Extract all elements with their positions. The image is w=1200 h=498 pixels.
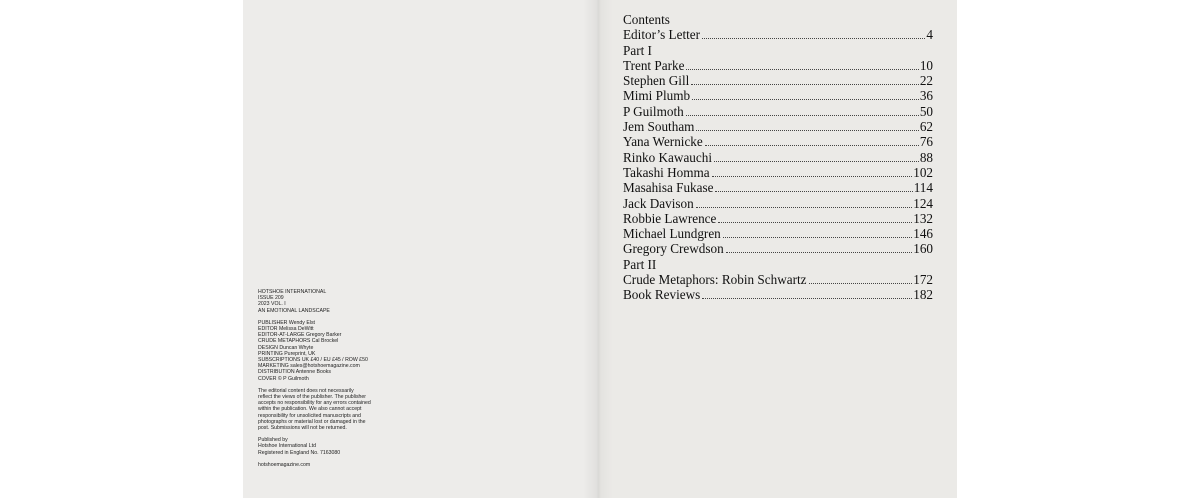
- disclaimer-line: accepts no responsibility for any errors contained: [258, 400, 371, 407]
- toc-page-number: 76: [919, 134, 933, 150]
- toc-entry: [623, 196, 933, 211]
- toc-page-number: 22: [919, 73, 933, 89]
- toc-page-number: 62: [919, 119, 933, 135]
- dot-leader: [712, 176, 913, 177]
- toc-section-heading: Part II: [623, 256, 657, 272]
- toc-entry: [623, 58, 933, 73]
- dot-leader: [809, 283, 913, 284]
- masthead-block: [258, 289, 398, 314]
- dot-leader: [718, 222, 912, 223]
- website-link: hotshoemagazine.com: [258, 461, 311, 468]
- credit-line: PRINTING Pureprint, UK: [258, 350, 316, 357]
- masthead-line: 2023 VOL. I: [258, 301, 286, 308]
- credit-line: SUBSCRIPTIONS UK £40 / EU £45 / ROW £50: [258, 357, 368, 364]
- left-page: [243, 0, 598, 498]
- toc-page-number: 132: [913, 210, 933, 226]
- dot-leader: [686, 69, 918, 70]
- disclaimer-line: photographs or material lost or damaged in the: [258, 418, 366, 425]
- credit-line: MARKETING sales@hotshoemagazine.com: [258, 363, 360, 370]
- toc-entry-title: Crude Metaphors: Robin Schwartz: [623, 272, 807, 288]
- dot-leader: [686, 115, 919, 116]
- credit-line: CRUDE METAPHORS Cal Brockel: [258, 338, 339, 345]
- credit-line: DISTRIBUTION Antenne Books: [258, 369, 331, 376]
- toc-entry: [623, 134, 933, 149]
- toc-entry-title: Book Reviews: [623, 287, 701, 303]
- masthead-line: HOTSHOE INTERNATIONAL: [258, 289, 327, 295]
- disclaimer-line: within the publication. We also cannot accept: [258, 406, 362, 413]
- toc-entry: [623, 150, 933, 165]
- toc-entry: [623, 119, 933, 134]
- credit-line: EDITOR-AT-LARGE Gregory Barker: [258, 332, 342, 339]
- toc-entry-title: Michael Lundgren: [623, 226, 721, 242]
- toc-entry-title: Trent Parke: [623, 57, 685, 73]
- toc-entry: [623, 226, 933, 241]
- toc-entry: [623, 287, 933, 302]
- dot-leader: [696, 130, 918, 131]
- disclaimer-line: The editorial content does not necessarily: [258, 387, 354, 394]
- credit-line: EDITOR Melissa DeWitt: [258, 326, 314, 333]
- table-of-contents: [623, 12, 933, 303]
- disclaimer-line: post. Submissions will not be returned.: [258, 425, 347, 432]
- credit-line: DESIGN Duncan Whyte: [258, 344, 314, 351]
- disclaimer-line: responsibility for unsolicited manuscripts and: [258, 412, 361, 419]
- toc-page-number: 102: [913, 164, 933, 180]
- dot-leader: [702, 298, 912, 299]
- toc-entry: [623, 27, 933, 42]
- toc-entry-title: Mimi Plumb: [623, 88, 691, 104]
- dot-leader: [691, 84, 919, 85]
- toc-page-number: 50: [919, 103, 933, 119]
- website-block: [258, 462, 398, 468]
- imprint: [258, 289, 398, 474]
- toc-entry-title: Masahisa Fukase: [623, 180, 714, 196]
- toc-entry-title: Yana Wernicke: [623, 134, 703, 150]
- disclaimer-block: [258, 388, 398, 431]
- masthead-line: ISSUE 209: [258, 295, 284, 302]
- toc-page-number: 36: [919, 88, 933, 104]
- contents-title: Contents: [623, 12, 670, 27]
- toc-entry-title: Takashi Homma: [623, 164, 710, 180]
- toc-entry-title: Jem Southam: [623, 119, 695, 135]
- toc-entry: [623, 180, 933, 195]
- toc-entry-title: Rinko Kawauchi: [623, 149, 712, 165]
- toc-entry-title: Jack Davison: [623, 195, 694, 211]
- toc-entry-title: Editor’s Letter: [623, 27, 701, 43]
- toc-entry: [623, 73, 933, 88]
- dot-leader: [723, 237, 912, 238]
- toc-rows: [623, 27, 933, 302]
- toc-entry: [623, 88, 933, 103]
- toc-entry-title: Gregory Crewdson: [623, 241, 724, 257]
- publisher-line: Hotshoe International Ltd: [258, 443, 316, 450]
- toc-entry: [623, 211, 933, 226]
- dot-leader: [692, 99, 919, 100]
- toc-page-number: 172: [913, 272, 933, 288]
- publisher-line: Registered in England No. 7163080: [258, 449, 341, 456]
- credits-block: [258, 320, 398, 382]
- toc-page-number: 10: [919, 57, 933, 73]
- toc-entry: [623, 272, 933, 287]
- toc-entry-title: Stephen Gill: [623, 73, 690, 89]
- disclaimer-line: reflect the views of the publisher. The publisher: [258, 394, 367, 401]
- masthead-line: AN EMOTIONAL LANDSCAPE: [258, 307, 330, 314]
- dot-leader: [696, 207, 913, 208]
- dot-leader: [715, 191, 912, 192]
- toc-entry: [623, 241, 933, 256]
- toc-page-number: 182: [913, 287, 933, 303]
- magazine-spread: [243, 0, 957, 498]
- publisher-line: Published by: [258, 437, 288, 444]
- dot-leader: [714, 161, 919, 162]
- toc-page-number: 124: [913, 195, 933, 211]
- toc-page-number: 4: [926, 27, 933, 43]
- toc-entry: [623, 165, 933, 180]
- toc-entry-title: P Guilmoth: [623, 103, 684, 119]
- toc-entry: [623, 104, 933, 119]
- dot-leader: [726, 252, 913, 253]
- credit-line: COVER © P Guilmoth: [258, 375, 309, 382]
- dot-leader: [705, 145, 919, 146]
- dot-leader: [702, 38, 925, 39]
- toc-page-number: 160: [913, 241, 933, 257]
- gutter-shadow: [583, 0, 613, 498]
- toc-section-heading: Part I: [623, 42, 652, 58]
- toc-page-number: 146: [913, 226, 933, 242]
- toc-page-number: 88: [919, 149, 933, 165]
- toc-page-number: 114: [913, 180, 933, 196]
- publisher-block: [258, 437, 398, 456]
- credit-line: PUBLISHER Wendy Elst: [258, 319, 315, 326]
- toc-entry-title: Robbie Lawrence: [623, 210, 717, 226]
